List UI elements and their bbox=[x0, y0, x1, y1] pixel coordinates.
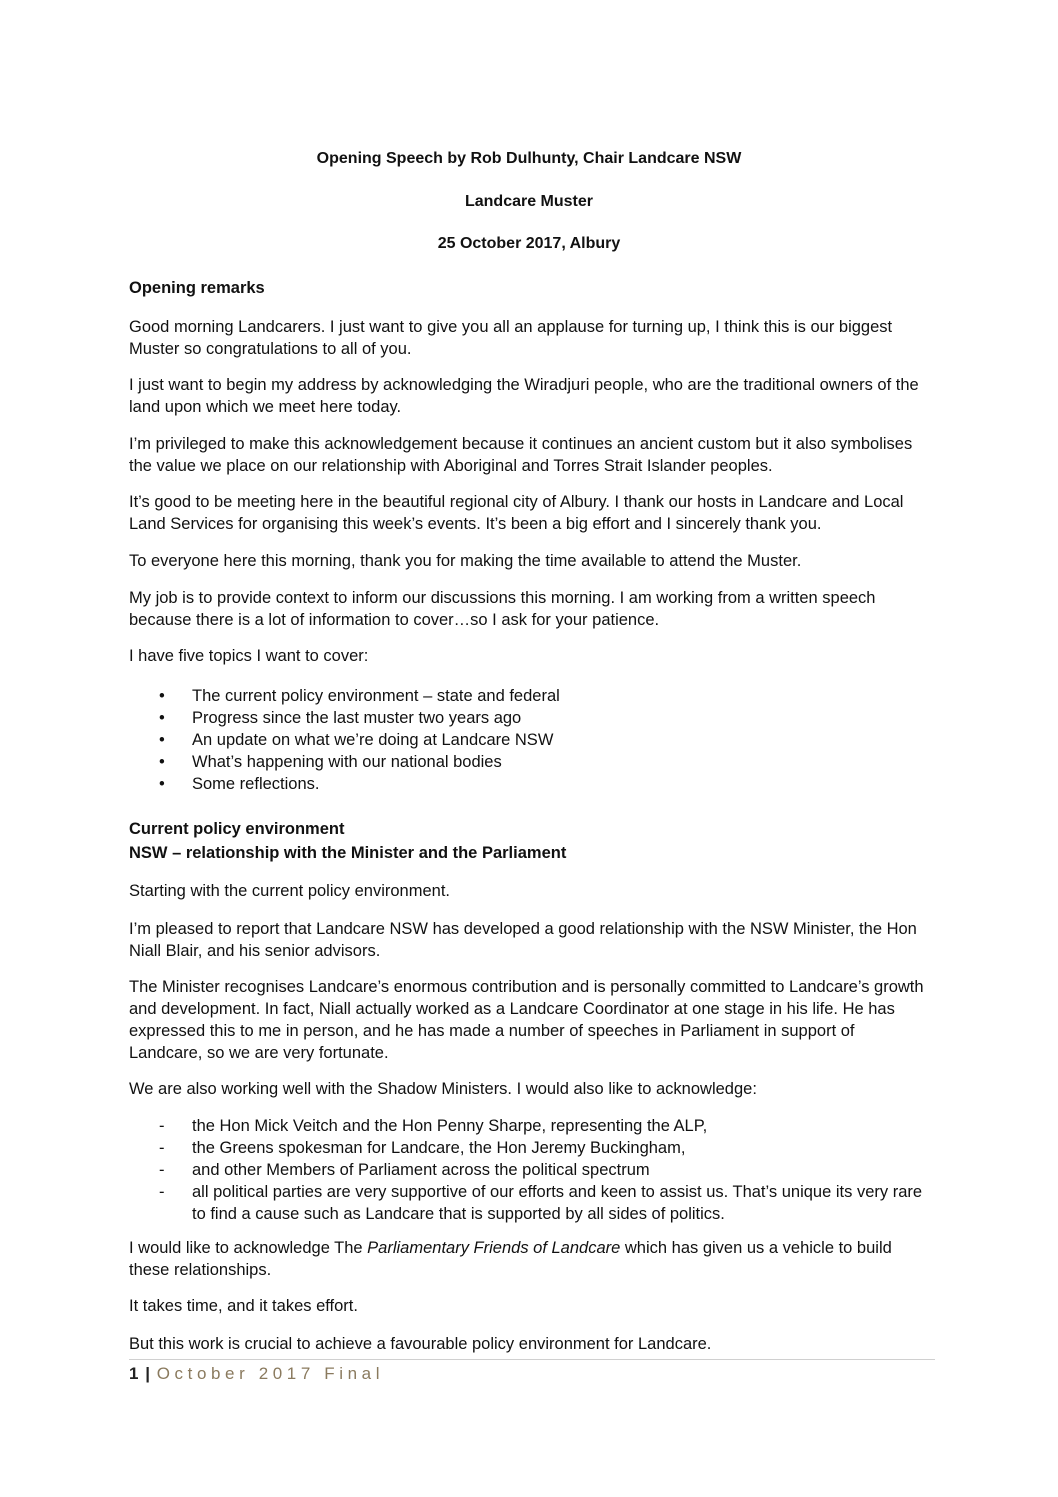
list-item: • Some reflections. bbox=[159, 775, 320, 793]
nsw-heading: NSW – relationship with the Minister and the Parliament bbox=[129, 844, 567, 862]
page-number: 1 bbox=[129, 1364, 141, 1383]
bullet-marker: • bbox=[159, 687, 165, 705]
list-item: • An update on what we’re doing at Landcare NSW bbox=[159, 731, 554, 749]
paragraph-topics-intro: I have five topics I want to cover: bbox=[129, 647, 369, 665]
dash-marker: - bbox=[159, 1117, 165, 1135]
bullet-marker: • bbox=[159, 775, 165, 793]
dash-marker: - bbox=[159, 1161, 165, 1179]
paragraph-starting: Starting with the current policy environment. bbox=[129, 882, 450, 900]
acknowledgements-list bbox=[129, 1115, 935, 1225]
list-item: - all political parties are very supportive of our efforts and keen to assist us. That’s unique its very rare to find a cause such as Landcare that is supported by all sides of politics. bbox=[159, 1183, 923, 1223]
list-item: - and other Members of Parliament across the political spectrum bbox=[159, 1161, 650, 1179]
list-item: • What’s happening with our national bodies bbox=[159, 753, 502, 771]
parliamentary-friends-emphasis: Parliamentary Friends of Landcare bbox=[367, 1239, 621, 1257]
footer-separator: | bbox=[145, 1364, 152, 1383]
dash-marker: - bbox=[159, 1139, 165, 1157]
footer-text: October 2017 Final bbox=[156, 1364, 385, 1383]
bullet-marker: • bbox=[159, 709, 165, 727]
page-footer bbox=[129, 1364, 384, 1384]
paragraph-shadow-ministers: We are also working well with the Shadow Ministers. I would also like to acknowledge: bbox=[129, 1080, 757, 1098]
paragraph-parliamentary-friends: I would like to acknowledge The Parliamentary Friends of Landcare which has given us a vehicle to build these relationships. bbox=[129, 1239, 892, 1279]
policy-heading: Current policy environment bbox=[129, 820, 345, 838]
paragraph-minister-contribution: The Minister recognises Landcare’s enormous contribution and is personally committed to Landcare’s growth and development. In fact, Niall actually worked as a Landcare Coordinator at one stage in his life. He has expressed this to me in person, and he has made a number of speeches in Parliament in support of Landcare, so we are very fortunate. bbox=[129, 978, 924, 1062]
bullet-marker: • bbox=[159, 753, 165, 771]
paragraph-minister-relationship: I’m pleased to report that Landcare NSW has developed a good relationship with the NSW Minister, the Hon Niall Blair, and his senior advisors. bbox=[129, 920, 917, 960]
list-item: • Progress since the last muster two years ago bbox=[159, 709, 522, 727]
list-item: - the Hon Mick Veitch and the Hon Penny Sharpe, representing the ALP, bbox=[159, 1117, 708, 1135]
paragraph-thanks: To everyone here this morning, thank you for making the time available to attend the Muster. bbox=[129, 552, 802, 570]
list-item: - the Greens spokesman for Landcare, the Hon Jeremy Buckingham, bbox=[159, 1139, 686, 1157]
opening-remarks-heading: Opening remarks bbox=[129, 279, 265, 297]
paragraph-albury: It’s good to be meeting here in the beautiful regional city of Albury. I thank our hosts in Landcare and Local Land Services for organising this week’s events. It’s been a big effort and I sincerely thank you. bbox=[129, 493, 904, 533]
paragraph-greeting: Good morning Landcarers. I just want to give you all an applause for turning up, I think this is our biggest Muster so congratulations to all of you. bbox=[129, 318, 893, 358]
list-item: • The current policy environment – state and federal bbox=[159, 687, 560, 705]
paragraph-privilege: I’m privileged to make this acknowledgement because it continues an ancient custom but it also symbolises the value we place on our relationship with Aboriginal and Torres Strait Islander peoples. bbox=[129, 435, 913, 475]
footer-divider bbox=[129, 1359, 935, 1360]
paragraph-crucial-work: But this work is crucial to achieve a favourable policy environment for Landcare. bbox=[129, 1335, 712, 1353]
paragraph-context: My job is to provide context to inform our discussions this morning. I am working from a written speech because there is a lot of information to cover…so I ask for your patience. bbox=[129, 589, 876, 629]
paragraph-time-effort: It takes time, and it takes effort. bbox=[129, 1297, 358, 1315]
paragraph-acknowledgement-country: I just want to begin my address by acknowledging the Wiradjuri people, who are the traditional owners of the land upon which we meet here today. bbox=[129, 376, 919, 416]
speech-title: Opening Speech by Rob Dulhunty, Chair Landcare NSW bbox=[316, 150, 742, 167]
event-date: 25 October 2017, Albury bbox=[437, 235, 621, 252]
bullet-marker: • bbox=[159, 731, 165, 749]
topics-list bbox=[129, 685, 560, 795]
dash-marker: - bbox=[159, 1183, 165, 1201]
event-name: Landcare Muster bbox=[464, 193, 594, 210]
